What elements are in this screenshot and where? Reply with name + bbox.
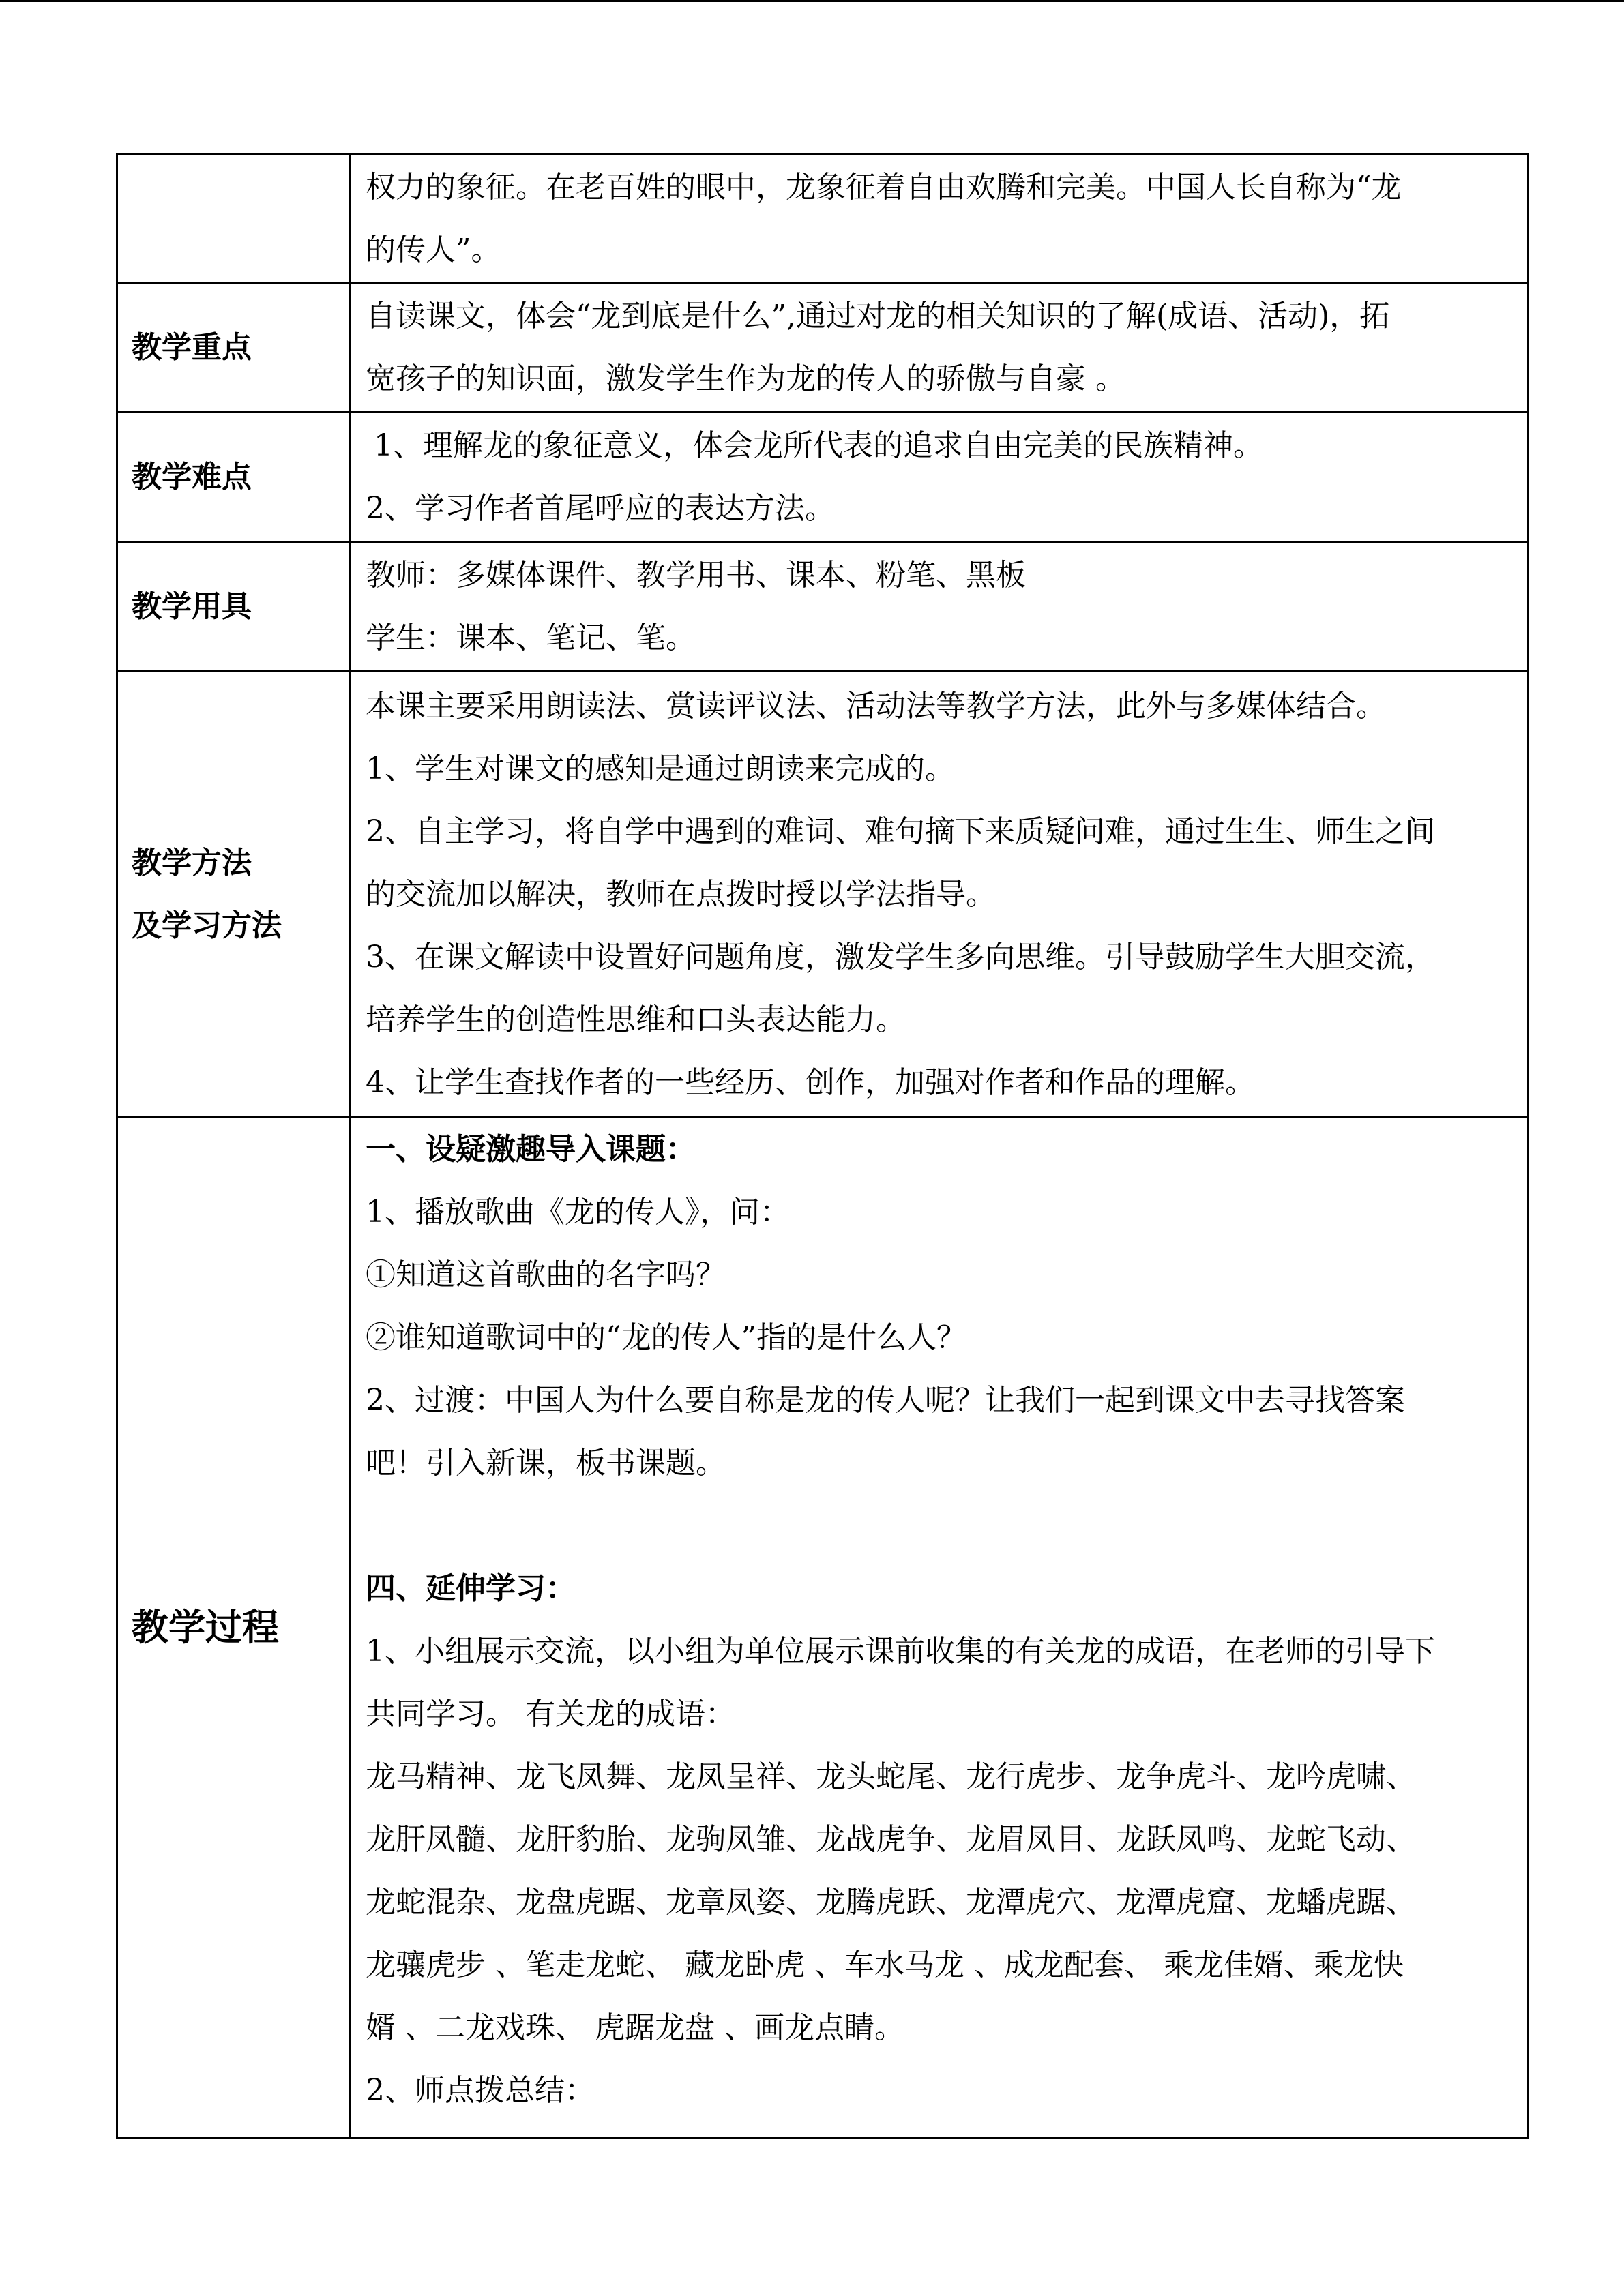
content-line: 共同学习。 有关龙的成语： — [366, 1697, 735, 1731]
table-row — [117, 283, 1529, 413]
row-content — [350, 283, 1529, 413]
row-content — [350, 1118, 1529, 2138]
content-line: 3、在课文解读中设置好问题角度，激发学生多向思维。引导鼓励学生大胆交流， — [366, 939, 1435, 974]
content-line: 1、播放歌曲《龙的传人》，问： — [366, 1195, 790, 1229]
content-line: ①知道这首歌曲的名字吗？ — [366, 1257, 726, 1292]
content-line: 1、理解龙的象征意义，体会龙所代表的追求自由完美的民族精神。 — [374, 428, 1263, 463]
table-row — [117, 542, 1529, 672]
content-line: 吧！引入新课，板书课题。 — [366, 1446, 726, 1480]
content-line: 1、学生对课文的感知是通过朗读来完成的。 — [366, 751, 955, 786]
table-row — [117, 672, 1529, 1118]
row-label-teaching-focus: 教学重点 — [117, 283, 350, 413]
row-content — [350, 155, 1529, 283]
blank-line — [366, 1495, 1514, 1557]
content-line: 婿 、二龙戏珠、 虎踞龙盘 、画龙点睛。 — [366, 2010, 904, 2045]
content-line: 的交流加以解决，教师在点拨时授以学法指导。 — [366, 876, 996, 912]
content-line: 教师：多媒体课件、教学用书、课本、粉笔、黑板 — [366, 557, 1026, 593]
content-line: 龙马精神、龙飞凤舞、龙凤呈祥、龙头蛇尾、龙行虎步、龙争虎斗、龙吟虎啸、 — [366, 1759, 1416, 1794]
label-line: 及学习方法 — [132, 908, 282, 943]
row-content — [350, 542, 1529, 672]
content-line: 学生：课本、笔记、笔。 — [366, 620, 696, 655]
table-row — [117, 155, 1529, 283]
row-content — [350, 413, 1529, 542]
page-top-border — [0, 0, 1624, 2]
content-line: 4、让学生查找作者的一些经历、创作，加强对作者和作品的理解。 — [366, 1064, 1255, 1100]
content-line: 2、师点拨总结： — [366, 2073, 595, 2108]
lesson-plan-table — [116, 153, 1529, 2139]
row-label-teaching-difficulty: 教学难点 — [117, 413, 350, 542]
content-line: 权力的象征。在老百姓的眼中，龙象征着自由欢腾和完美。中国人长自称为“龙 — [366, 169, 1402, 205]
content-line: 本课主要采用朗读法、赏读评议法、活动法等教学方法，此外与多媒体结合。 — [366, 688, 1386, 724]
content-line: ②谁知道歌词中的“龙的传人”指的是什么人？ — [366, 1320, 966, 1355]
content-line: 2、自主学习，将自学中遇到的难词、难句摘下来质疑问难，通过生生、师生之间 — [366, 814, 1435, 849]
table-row — [117, 1118, 1529, 2138]
label-line: 教学方法 — [132, 845, 252, 880]
content-line: 自读课文，体会“龙到底是什么”,通过对龙的相关知识的了解(成语、活动)，拓 — [366, 298, 1390, 333]
row-label-empty — [117, 155, 350, 283]
content-line: 龙蛇混杂、龙盘虎踞、龙章凤姿、龙腾虎跃、龙潭虎穴、龙潭虎窟、龙蟠虎踞、 — [366, 1885, 1416, 1920]
row-label-teaching-tools: 教学用具 — [117, 542, 350, 672]
row-label-teaching-methods — [117, 672, 350, 1118]
row-label-teaching-process: 教学过程 — [117, 1118, 350, 2138]
content-line: 培养学生的创造性思维和口头表达能力。 — [366, 1002, 906, 1037]
content-line: 的传人”。 — [366, 232, 501, 267]
content-line: 宽孩子的知识面，激发学生作为龙的传人的骄傲与自豪 。 — [366, 361, 1125, 396]
content-line: 1、小组展示交流，以小组为单位展示课前收集的有关龙的成语，在老师的引导下 — [366, 1634, 1435, 1669]
section-heading: 一、设疑激趣导入课题： — [366, 1132, 696, 1167]
table-row — [117, 413, 1529, 542]
content-line: 龙骧虎步 、笔走龙蛇、 藏龙卧虎 、车水马龙 、成龙配套、 乘龙佳婿、乘龙快 — [366, 1948, 1404, 1982]
row-content — [350, 672, 1529, 1118]
content-line: 2、学习作者首尾呼应的表达方法。 — [366, 490, 835, 526]
content-line: 龙肝凤髓、龙肝豹胎、龙驹凤雏、龙战虎争、龙眉凤目、龙跃凤鸣、龙蛇飞动、 — [366, 1822, 1416, 1857]
section-heading: 四、延伸学习： — [366, 1571, 576, 1606]
content-line: 2、过渡：中国人为什么要自称是龙的传人呢？让我们一起到课文中去寻找答案 — [366, 1383, 1405, 1418]
